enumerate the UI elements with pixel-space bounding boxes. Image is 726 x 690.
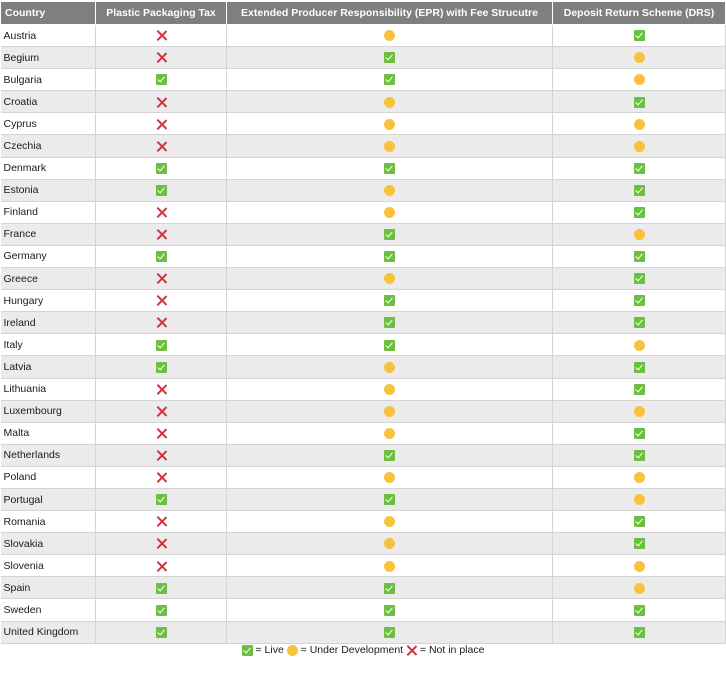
circle-icon [634,583,645,594]
status-cell-tax [96,25,227,47]
circle-icon [384,185,395,196]
status-cell-tax [96,378,227,400]
status-cell-drs [553,69,726,91]
check-box-icon [634,295,645,306]
status-cell-tax [96,47,227,69]
status-cell-epr [227,599,553,621]
circle-icon [384,406,395,417]
table-row [1,223,726,245]
country-name: Portugal [1,488,96,510]
circle-icon [384,273,395,284]
check-box-icon [156,605,167,616]
table-row [1,113,726,135]
country-name: Germany [1,245,96,267]
check-box-icon [634,605,645,616]
status-cell-tax [96,268,227,290]
status-cell-tax [96,621,227,643]
status-cell-epr [227,621,553,643]
country-name: Romania [1,511,96,533]
under-development-circle-icon [287,645,298,656]
status-cell-tax [96,577,227,599]
status-cell-drs [553,91,726,113]
check-box-icon [384,494,395,505]
cross-icon [156,384,167,395]
status-cell-tax [96,555,227,577]
check-box-icon [634,384,645,395]
cross-icon [156,516,167,527]
cross-icon [156,317,167,328]
status-cell-epr [227,201,553,223]
header-drs: Deposit Return Scheme (DRS) [553,2,726,25]
status-cell-epr [227,488,553,510]
live-check-icon [242,645,253,656]
status-cell-drs [553,555,726,577]
status-cell-tax [96,599,227,621]
header-epr: Extended Producer Responsibility (EPR) with Fee Strucutre [227,2,553,25]
status-cell-tax [96,69,227,91]
status-cell-epr [227,223,553,245]
status-cell-drs [553,621,726,643]
circle-icon [384,119,395,130]
table-row [1,135,726,157]
status-cell-drs [553,334,726,356]
check-box-icon [384,295,395,306]
cross-icon [156,561,167,572]
cross-icon [156,450,167,461]
table-row [1,400,726,422]
check-box-icon [384,163,395,174]
circle-icon [634,74,645,85]
country-name: United Kingdom [1,621,96,643]
status-cell-epr [227,69,553,91]
cross-icon [156,295,167,306]
status-cell-epr [227,25,553,47]
cross-icon [156,428,167,439]
table-row [1,444,726,466]
country-name: Slovenia [1,555,96,577]
table-row [1,268,726,290]
status-cell-drs [553,157,726,179]
check-box-icon [156,627,167,638]
status-cell-tax [96,290,227,312]
circle-icon [634,472,645,483]
check-box-icon [384,627,395,638]
country-name: Lithuania [1,378,96,400]
check-box-icon [156,583,167,594]
status-cell-drs [553,466,726,488]
cross-icon [156,141,167,152]
status-cell-drs [553,113,726,135]
status-cell-tax [96,533,227,555]
country-name: Austria [1,25,96,47]
check-box-icon [634,362,645,373]
status-cell-drs [553,444,726,466]
check-box-icon [384,605,395,616]
status-cell-epr [227,47,553,69]
status-cell-tax [96,511,227,533]
status-cell-tax [96,201,227,223]
status-cell-epr [227,422,553,444]
check-box-icon [156,340,167,351]
check-box-icon [384,74,395,85]
status-cell-drs [553,290,726,312]
cross-icon [156,406,167,417]
table-row [1,201,726,223]
circle-icon [384,516,395,527]
check-box-icon [634,428,645,439]
country-name: Czechia [1,135,96,157]
country-name: Bulgaria [1,69,96,91]
status-cell-epr [227,312,553,334]
status-cell-epr [227,444,553,466]
circle-icon [384,30,395,41]
check-box-icon [634,185,645,196]
status-cell-tax [96,113,227,135]
cross-icon [156,52,167,63]
cross-icon [156,229,167,240]
table-row [1,312,726,334]
check-box-icon [156,185,167,196]
status-cell-drs [553,223,726,245]
table-row [1,555,726,577]
status-cell-epr [227,268,553,290]
status-cell-tax [96,312,227,334]
table-header-row [1,2,726,25]
circle-icon [634,119,645,130]
check-box-icon [634,317,645,328]
status-cell-tax [96,157,227,179]
check-box-icon [634,516,645,527]
table-row [1,91,726,113]
circle-icon [634,406,645,417]
status-cell-epr [227,533,553,555]
check-box-icon [634,627,645,638]
status-cell-drs [553,356,726,378]
table-row [1,488,726,510]
check-box-icon [634,30,645,41]
check-box-icon [634,207,645,218]
country-name: Poland [1,466,96,488]
legend-dev-label: = Under Development [300,644,404,657]
status-cell-epr [227,400,553,422]
country-name: Sweden [1,599,96,621]
status-cell-tax [96,466,227,488]
status-cell-drs [553,599,726,621]
circle-icon [634,561,645,572]
circle-icon [384,538,395,549]
table-row [1,599,726,621]
status-cell-epr [227,245,553,267]
check-box-icon [384,251,395,262]
check-box-icon [156,494,167,505]
table-row [1,466,726,488]
country-name: Denmark [1,157,96,179]
status-cell-epr [227,466,553,488]
status-cell-drs [553,312,726,334]
cross-icon [156,30,167,41]
cross-icon [156,472,167,483]
status-cell-drs [553,25,726,47]
status-cell-tax [96,91,227,113]
table-row [1,378,726,400]
status-cell-drs [553,533,726,555]
status-cell-tax [96,245,227,267]
circle-icon [634,52,645,63]
status-cell-drs [553,488,726,510]
table-row [1,245,726,267]
table-row [1,179,726,201]
table-row [1,25,726,47]
check-box-icon [384,52,395,63]
country-name: Cyprus [1,113,96,135]
status-cell-tax [96,179,227,201]
circle-icon [634,229,645,240]
check-box-icon [634,163,645,174]
circle-icon [384,428,395,439]
cross-icon [156,119,167,130]
check-box-icon [634,538,645,549]
table-row [1,334,726,356]
check-box-icon [634,273,645,284]
status-cell-tax [96,334,227,356]
status-cell-tax [96,135,227,157]
table-row [1,422,726,444]
country-name: Greece [1,268,96,290]
circle-icon [634,141,645,152]
header-country: Country [1,2,96,25]
check-box-icon [384,340,395,351]
cross-icon [156,273,167,284]
status-cell-epr [227,91,553,113]
country-name: Croatia [1,91,96,113]
status-cell-epr [227,334,553,356]
check-box-icon [384,317,395,328]
circle-icon [634,494,645,505]
check-box-icon [384,450,395,461]
table-row [1,69,726,91]
circle-icon [384,472,395,483]
table-row [1,157,726,179]
status-cell-drs [553,378,726,400]
legend-live-label: = Live [255,644,284,657]
status-cell-drs [553,179,726,201]
status-cell-drs [553,268,726,290]
country-name: Malta [1,422,96,444]
check-box-icon [634,450,645,461]
country-name: Netherlands [1,444,96,466]
check-box-icon [156,251,167,262]
circle-icon [384,384,395,395]
table-row [1,47,726,69]
country-name: Estonia [1,179,96,201]
check-box-icon [384,229,395,240]
country-name: Hungary [1,290,96,312]
status-cell-epr [227,179,553,201]
not-in-place-cross-icon [406,645,417,656]
status-cell-drs [553,47,726,69]
status-cell-drs [553,400,726,422]
status-cell-drs [553,201,726,223]
table-row [1,533,726,555]
table-row [1,511,726,533]
legend-none-label: = Not in place [419,644,485,657]
check-box-icon [156,74,167,85]
circle-icon [384,141,395,152]
status-cell-drs [553,422,726,444]
status-cell-epr [227,356,553,378]
status-cell-epr [227,577,553,599]
status-cell-tax [96,223,227,245]
status-cell-drs [553,577,726,599]
country-name: France [1,223,96,245]
status-cell-drs [553,511,726,533]
header-plastic-tax: Plastic Packaging Tax [96,2,227,25]
status-cell-tax [96,400,227,422]
country-name: Spain [1,577,96,599]
circle-icon [634,340,645,351]
legend [0,644,726,656]
check-box-icon [384,583,395,594]
status-cell-epr [227,555,553,577]
check-box-icon [156,163,167,174]
table-row [1,577,726,599]
country-name: Italy [1,334,96,356]
country-name: Finland [1,201,96,223]
status-cell-tax [96,488,227,510]
status-cell-epr [227,113,553,135]
status-cell-tax [96,444,227,466]
policy-table [0,1,726,644]
country-name: Luxembourg [1,400,96,422]
status-cell-tax [96,422,227,444]
status-cell-epr [227,135,553,157]
check-box-icon [156,362,167,373]
circle-icon [384,561,395,572]
table-body [1,25,726,644]
check-box-icon [634,251,645,262]
status-cell-tax [96,356,227,378]
circle-icon [384,97,395,108]
circle-icon [384,207,395,218]
country-name: Latvia [1,356,96,378]
status-cell-epr [227,511,553,533]
status-cell-drs [553,245,726,267]
country-name: Slovakia [1,533,96,555]
table-row [1,290,726,312]
circle-icon [384,362,395,373]
status-cell-epr [227,157,553,179]
country-name: Ireland [1,312,96,334]
cross-icon [156,207,167,218]
status-cell-epr [227,378,553,400]
status-cell-epr [227,290,553,312]
check-box-icon [634,97,645,108]
cross-icon [156,97,167,108]
table-row [1,356,726,378]
table-row [1,621,726,643]
country-name: Begium [1,47,96,69]
status-cell-drs [553,135,726,157]
cross-icon [156,538,167,549]
